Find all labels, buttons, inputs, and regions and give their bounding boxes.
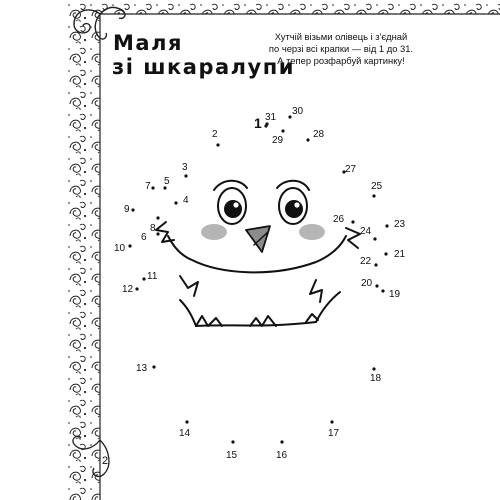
right-cheek <box>299 224 325 240</box>
dot-number-3: 3 <box>182 162 188 173</box>
dot-layer <box>114 106 406 461</box>
dot-point-7 <box>151 186 154 189</box>
dot-point-17 <box>330 420 333 423</box>
dot-point-6 <box>156 232 159 235</box>
dot-number-19: 19 <box>389 289 401 300</box>
instruction-line-3: А тепер розфарбуй картинку! <box>277 55 405 66</box>
dot-number-21: 21 <box>394 249 406 260</box>
dot-number-14: 14 <box>179 428 191 439</box>
dot-number-10: 10 <box>114 243 126 254</box>
dot-number-17: 17 <box>328 428 340 439</box>
dot-point-26 <box>351 220 354 223</box>
dot-point-14 <box>185 420 188 423</box>
dot-number-23: 23 <box>394 219 406 230</box>
dot-number-13: 13 <box>136 363 148 374</box>
dot-number-27: 27 <box>345 164 357 175</box>
dot-number-2: 2 <box>212 129 218 140</box>
dot-point-18 <box>372 367 375 370</box>
page-number: 2 <box>102 455 109 467</box>
dot-number-18: 18 <box>370 373 382 384</box>
left-cheek <box>201 224 227 240</box>
dot-point-8 <box>156 216 159 219</box>
dot-number-1: 1 <box>254 115 262 131</box>
dot-number-15: 15 <box>226 450 238 461</box>
dot-number-4: 4 <box>183 195 189 206</box>
dot-number-25: 25 <box>371 181 383 192</box>
dot-point-31 <box>264 124 267 127</box>
dot-number-5: 5 <box>164 176 170 187</box>
dot-point-20 <box>375 284 378 287</box>
dot-number-12: 12 <box>122 284 134 295</box>
dot-point-28 <box>306 138 309 141</box>
dot-point-19 <box>381 289 384 292</box>
dot-number-6: 6 <box>141 232 147 243</box>
dot-number-9: 9 <box>124 204 130 215</box>
dot-number-8: 8 <box>150 223 156 234</box>
beak <box>246 226 270 252</box>
dot-number-16: 16 <box>276 450 288 461</box>
dot-point-21 <box>384 252 387 255</box>
dot-point-11 <box>142 277 145 280</box>
instruction-line-1: Хутчій візьми олівець і з'єднай <box>274 31 408 42</box>
dot-number-20: 20 <box>361 278 373 289</box>
dot-point-25 <box>372 194 375 197</box>
dot-point-15 <box>231 440 234 443</box>
dot-number-30: 30 <box>292 106 304 117</box>
dot-number-11: 11 <box>147 271 158 282</box>
dot-point-10 <box>128 244 131 247</box>
dot-number-22: 22 <box>360 256 372 267</box>
dot-number-26: 26 <box>333 214 345 225</box>
dot-number-31: 31 <box>265 112 277 123</box>
dot-point-16 <box>280 440 283 443</box>
dot-number-29: 29 <box>272 135 284 146</box>
dot-point-2 <box>216 143 219 146</box>
dot-number-24: 24 <box>360 226 372 237</box>
dot-point-12 <box>135 287 138 290</box>
dot-point-3 <box>184 174 187 177</box>
dot-point-9 <box>131 208 134 211</box>
dot-point-24 <box>373 237 376 240</box>
dot-point-29 <box>281 129 284 132</box>
title-line-2: зі шкаралупи <box>112 55 295 79</box>
dot-point-22 <box>374 263 377 266</box>
dot-point-13 <box>152 365 155 368</box>
instruction-line-2: по черзі всі крапки — від 1 до 31. <box>268 43 414 54</box>
title-line-1: Маля <box>113 31 183 55</box>
dot-number-7: 7 <box>145 181 151 192</box>
dot-number-28: 28 <box>313 129 325 140</box>
dot-point-23 <box>385 224 388 227</box>
dot-point-4 <box>174 201 177 204</box>
